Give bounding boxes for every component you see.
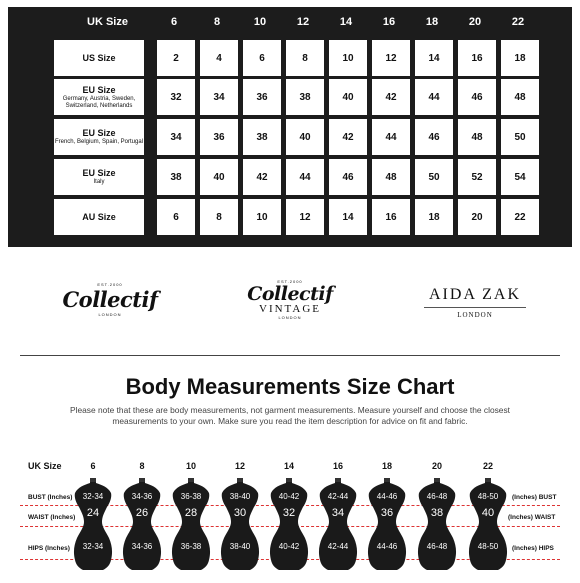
bust-measurement: 44-46	[376, 492, 398, 501]
size-cell: 54	[501, 159, 539, 195]
uk-size-header: 20	[468, 16, 482, 28]
section-divider	[20, 355, 560, 356]
collectif-logo: EST.2000 Collectif LONDON	[62, 282, 158, 317]
size-row-label	[54, 40, 144, 76]
size-cell: 14	[329, 199, 367, 235]
waist-measurement: 24	[86, 507, 100, 519]
size-row-title: EU Size	[82, 84, 116, 95]
bust-measurement: 32-34	[82, 492, 104, 501]
bust-measurement: 48-50	[477, 492, 499, 501]
size-cell: 12	[286, 199, 324, 235]
bust-measurement: 40-42	[278, 492, 300, 501]
uk-size-header: 16	[382, 16, 396, 28]
bust-measurement: 38-40	[229, 492, 251, 501]
size-cell: 46	[415, 119, 453, 155]
size-cell: 46	[329, 159, 367, 195]
size-cell: 40	[329, 79, 367, 115]
size-cell: 6	[157, 199, 195, 235]
size-cell: 14	[415, 40, 453, 76]
size-cell: 46	[458, 79, 496, 115]
size-cell: 44	[372, 119, 410, 155]
size-row-countries: French, Belgium, Spain, Portugal	[54, 139, 144, 145]
body-uk-size: 14	[283, 461, 294, 471]
uk-size-header: 18	[425, 16, 439, 28]
waist-measurement: 32	[282, 507, 296, 519]
body-uk-size-label: UK Size	[28, 461, 62, 471]
waist-label-left: WAIST (Inches)	[28, 514, 76, 521]
body-uk-size: 12	[234, 461, 245, 471]
size-cell: 38	[286, 79, 324, 115]
waist-measurement: 26	[135, 507, 149, 519]
waist-measurement: 28	[184, 507, 198, 519]
size-row	[54, 79, 554, 115]
size-cell: 40	[200, 159, 238, 195]
waist-measurement: 36	[380, 507, 394, 519]
size-cell: 42	[372, 79, 410, 115]
uk-size-header: 8	[213, 16, 221, 28]
waist-measurement: 34	[331, 507, 345, 519]
size-cell: 12	[372, 40, 410, 76]
bust-measurement: 46-48	[426, 492, 448, 501]
uk-size-header: 12	[296, 16, 310, 28]
size-cell: 40	[286, 119, 324, 155]
aida-zak-logo: AIDA ZAK LONDON	[410, 286, 540, 319]
uk-size-header-row	[8, 7, 572, 37]
body-chart-note: Please note that these are body measurements, not garment measurements. Measure yourself and choose the closest measurements to your own. Make sure you read the item description for advice on fit and fabric.	[70, 405, 510, 426]
size-cell: 10	[329, 40, 367, 76]
hips-label-left: HIPS (Inches)	[28, 545, 70, 552]
bust-label-left: BUST (Inches)	[28, 494, 73, 501]
size-cell: 38	[243, 119, 281, 155]
size-cell: 2	[157, 40, 195, 76]
waist-measurement: 40	[481, 507, 495, 519]
waist-measurement: 38	[430, 507, 444, 519]
size-cell: 34	[200, 79, 238, 115]
size-cell: 34	[157, 119, 195, 155]
size-cell: 18	[501, 40, 539, 76]
bust-measurement: 36-38	[180, 492, 202, 501]
body-uk-size: 6	[90, 461, 96, 471]
size-row-countries: Germany, Austria, Sweden, Switzerland, Netherlands	[62, 95, 136, 109]
size-cell: 8	[286, 40, 324, 76]
collectif-vintage-logo: EST.2000 Collectif VINTAGE LONDON	[247, 279, 333, 320]
size-cell: 50	[501, 119, 539, 155]
hips-measurement: 42-44	[327, 542, 349, 551]
size-cell: 20	[458, 199, 496, 235]
size-row	[54, 40, 554, 76]
size-cell: 48	[458, 119, 496, 155]
size-cell: 36	[200, 119, 238, 155]
size-row-title: EU Size	[82, 168, 116, 178]
size-cell: 18	[415, 199, 453, 235]
size-cell: 22	[501, 199, 539, 235]
hips-measurement: 32-34	[82, 542, 104, 551]
body-uk-size: 10	[185, 461, 196, 471]
size-cell: 6	[243, 40, 281, 76]
body-uk-size: 20	[431, 461, 442, 471]
size-row-title: EU Size	[82, 128, 116, 138]
size-cell: 48	[501, 79, 539, 115]
size-row-title: AU Size	[82, 212, 116, 222]
size-row	[54, 159, 554, 195]
size-cell: 32	[157, 79, 195, 115]
hips-measurement: 40-42	[278, 542, 300, 551]
size-row-title: US Size	[82, 53, 116, 63]
size-cell: 10	[243, 199, 281, 235]
size-cell: 36	[243, 79, 281, 115]
size-cell: 50	[415, 159, 453, 195]
hips-measurement: 34-36	[131, 542, 153, 551]
hips-measurement: 38-40	[229, 542, 251, 551]
uk-size-header: 22	[511, 16, 525, 28]
size-cell: 4	[200, 40, 238, 76]
logo-underline	[424, 307, 526, 308]
size-row-label	[54, 119, 144, 155]
uk-size-label: UK Size	[87, 16, 128, 28]
hips-measurement: 36-38	[180, 542, 202, 551]
size-cell: 8	[200, 199, 238, 235]
hips-measurement: 44-46	[376, 542, 398, 551]
waist-measurement: 30	[233, 507, 247, 519]
body-chart-title: Body Measurements Size Chart	[125, 374, 455, 399]
waist-label-right: (Inches) WAIST	[508, 514, 556, 521]
body-uk-size: 8	[139, 461, 145, 471]
size-row-label	[54, 199, 144, 235]
size-cell: 48	[372, 159, 410, 195]
body-uk-size: 22	[482, 461, 493, 471]
bust-measurement: 42-44	[327, 492, 349, 501]
bust-measurement: 34-36	[131, 492, 153, 501]
size-cell: 16	[458, 40, 496, 76]
size-cell: 44	[286, 159, 324, 195]
size-row-label	[54, 159, 144, 195]
size-cell: 42	[243, 159, 281, 195]
hips-measurement: 48-50	[477, 542, 499, 551]
size-cell: 16	[372, 199, 410, 235]
uk-size-header: 14	[339, 16, 353, 28]
size-cell: 52	[458, 159, 496, 195]
hips-label-right: (Inches) HIPS	[512, 545, 554, 552]
size-row-countries: Italy	[93, 179, 105, 185]
uk-size-header: 6	[170, 16, 178, 28]
size-cell: 42	[329, 119, 367, 155]
body-uk-size: 18	[381, 461, 392, 471]
size-conversion-table	[8, 7, 572, 247]
size-row	[54, 199, 554, 235]
body-uk-size: 16	[332, 461, 343, 471]
hips-measurement: 46-48	[426, 542, 448, 551]
size-row	[54, 119, 554, 155]
uk-size-header: 10	[253, 16, 267, 28]
size-cell: 44	[415, 79, 453, 115]
size-row-label	[54, 79, 144, 115]
size-cell: 38	[157, 159, 195, 195]
bust-label-right: (Inches) BUST	[512, 494, 557, 501]
